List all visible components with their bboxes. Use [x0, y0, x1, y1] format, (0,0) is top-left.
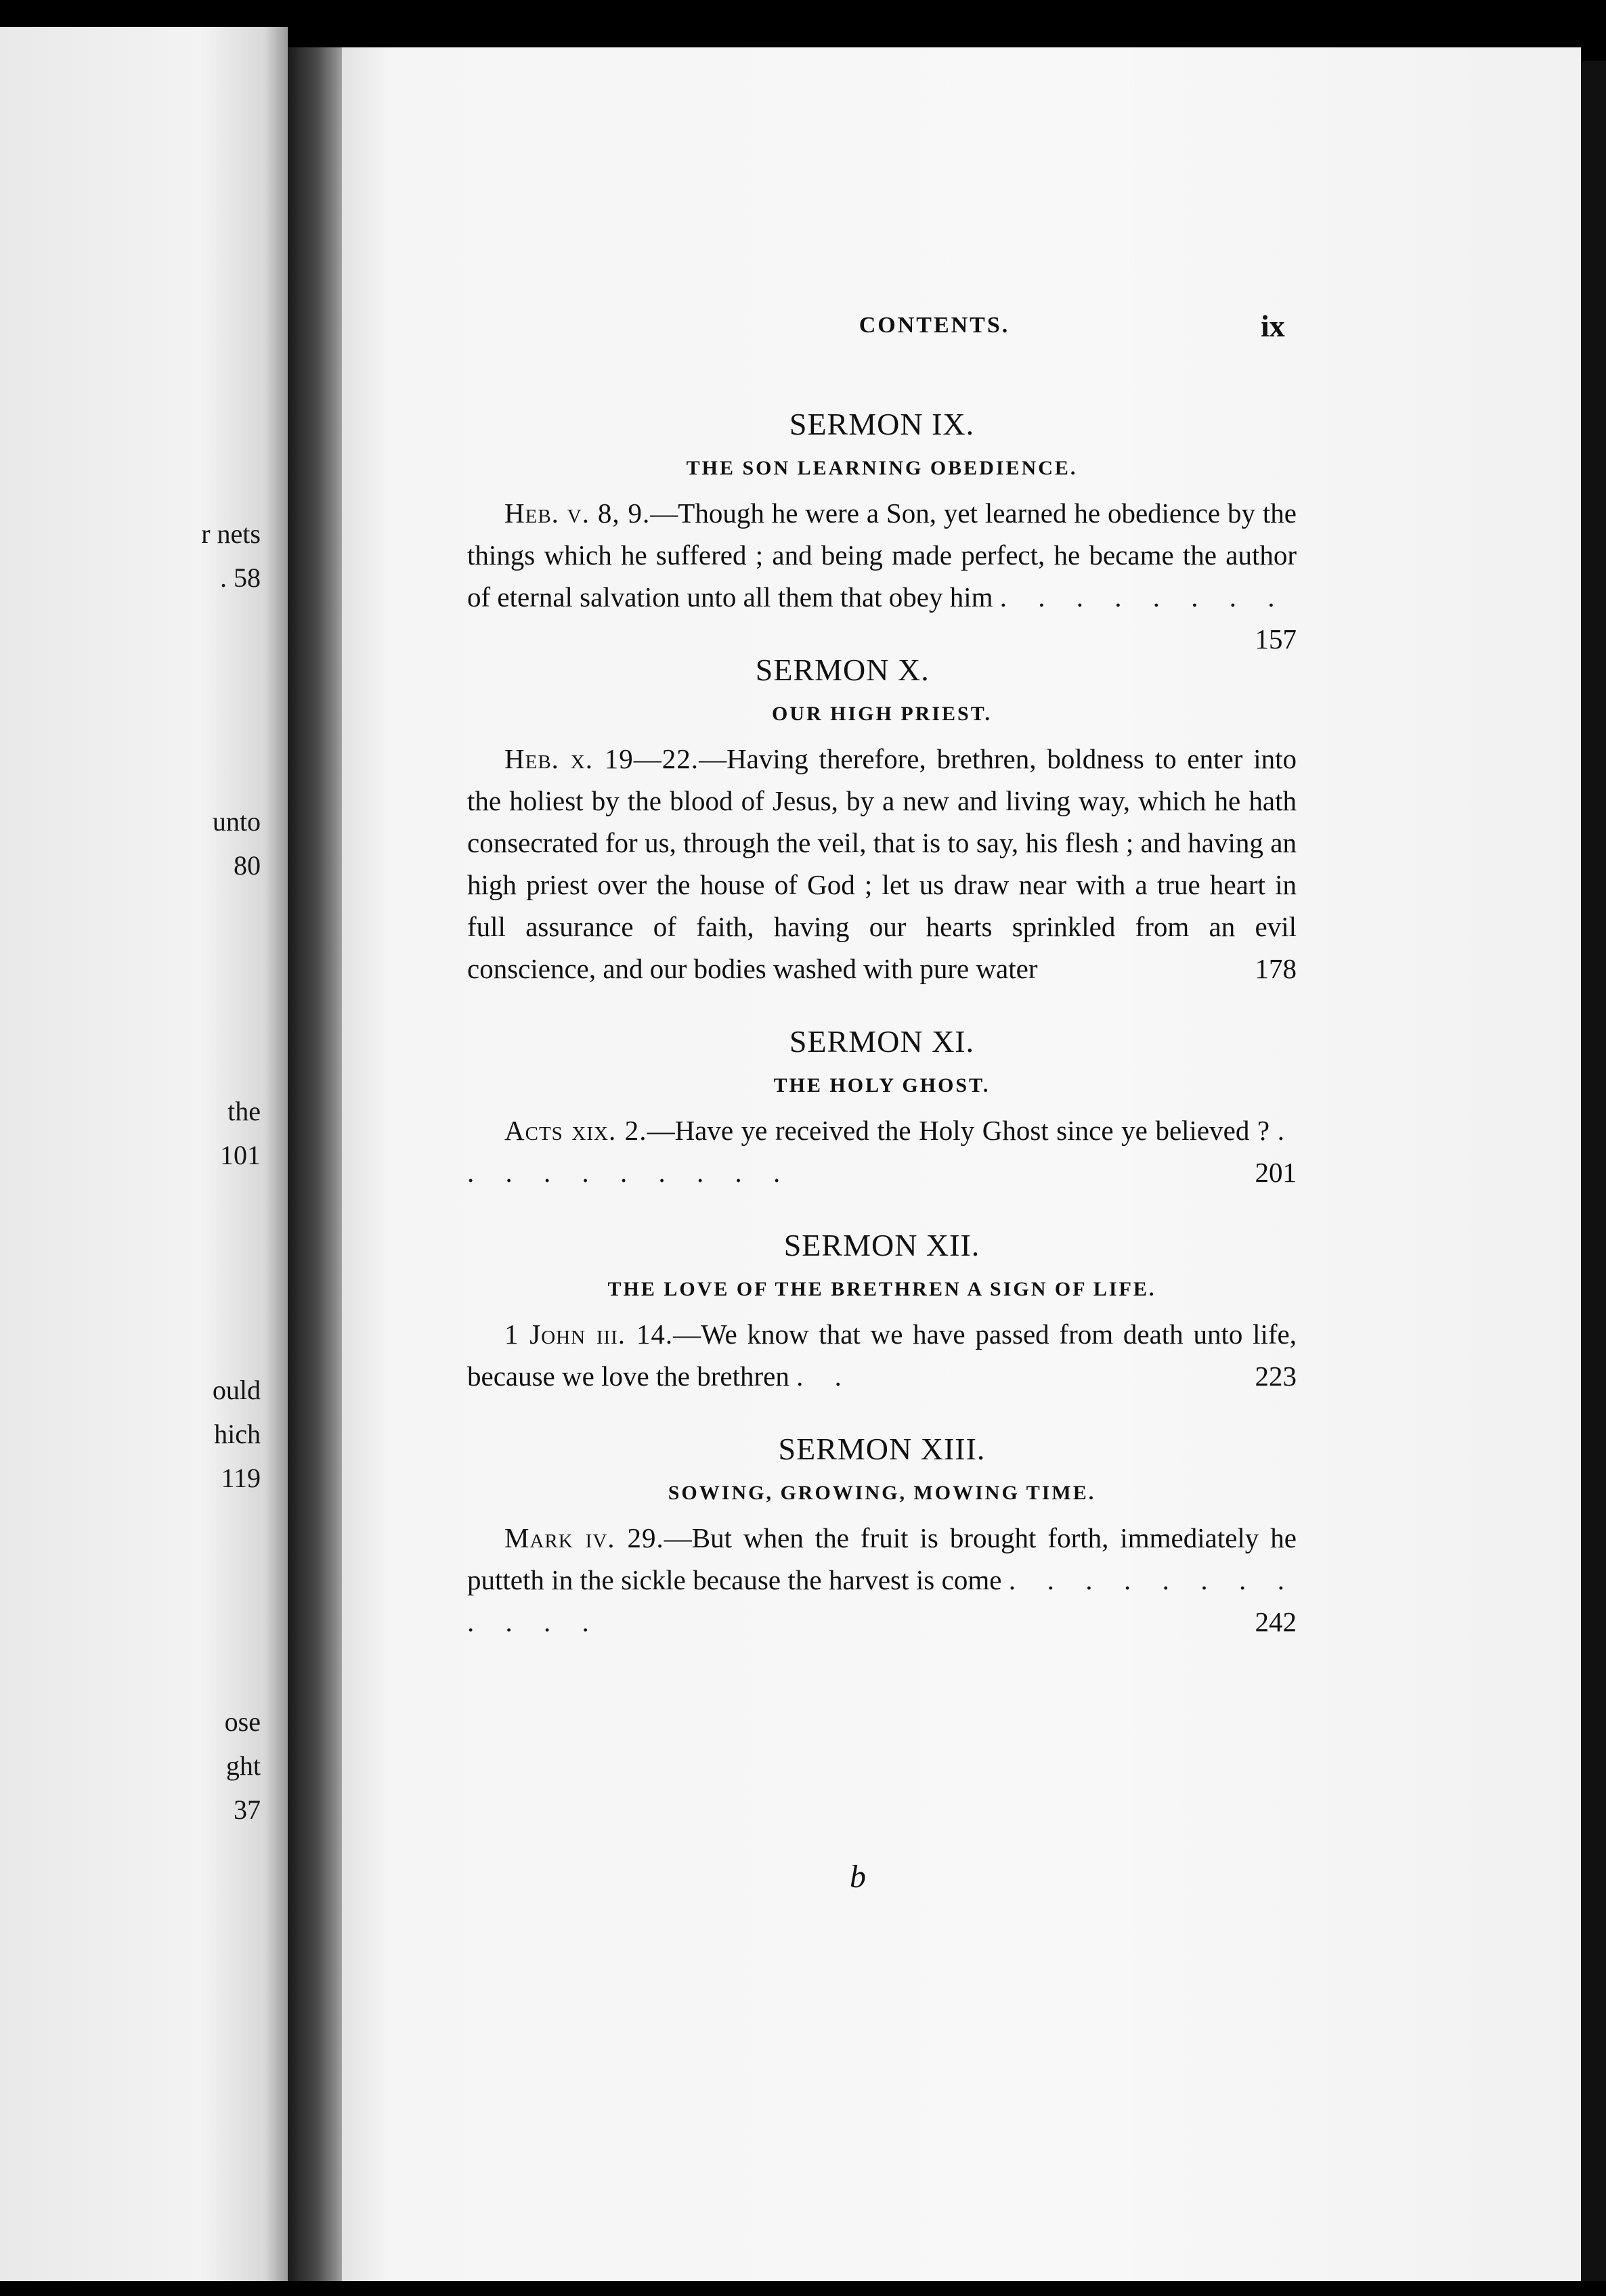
- dot-leaders: . .: [796, 1361, 854, 1392]
- page-reference: 178: [1255, 953, 1297, 984]
- left-page-fragment: unto: [212, 806, 261, 837]
- scripture-quote: —We know that we have passed from death unto life, because we love the brethren: [467, 1319, 1297, 1392]
- left-page-fragment: 37: [234, 1794, 261, 1825]
- sermon-title: SERMON X.: [755, 653, 930, 687]
- sermon-entry: [467, 1023, 1297, 1193]
- scripture-quote: —Have ye received the Holy Ghost since ye believed ?: [647, 1115, 1270, 1146]
- page-reference: 157: [1255, 623, 1297, 655]
- dot-leaders: . . . . . . . .: [999, 581, 1287, 613]
- running-head: CONTENTS.: [859, 313, 1010, 338]
- sermon-text: [467, 738, 1297, 990]
- previous-page: [0, 27, 288, 2281]
- page-reference: 242: [1255, 1606, 1297, 1637]
- sermon-entry: [467, 406, 1297, 655]
- page-reference: 201: [1255, 1157, 1297, 1188]
- page-edge-shadow: [1581, 61, 1606, 2281]
- contents-list: [467, 406, 1297, 1677]
- sermon-entry: [467, 1227, 1297, 1397]
- sermon-title: SERMON XIII.: [778, 1432, 986, 1466]
- scripture-reference: Heb. x. 19—22.: [504, 743, 699, 774]
- sermon-title: SERMON XII.: [783, 1228, 980, 1262]
- sermon-subtitle: OUR HIGH PRIEST.: [772, 703, 992, 725]
- sermon-entry: [467, 652, 1297, 990]
- scripture-reference: Acts xix. 2.: [504, 1115, 647, 1146]
- left-page-fragment: . 58: [220, 562, 261, 593]
- sermon-subtitle: SOWING, GROWING, MOWING TIME.: [668, 1482, 1096, 1504]
- dot-leaders: . . . . . . . . . .: [467, 1115, 1297, 1188]
- sermon-text: [467, 1517, 1297, 1643]
- dot-leaders: . . . . . . . . . . . .: [467, 1564, 1297, 1637]
- left-page-fragment: 80: [234, 850, 261, 881]
- left-page-fragment: ose: [224, 1706, 261, 1737]
- page-number: ix: [1261, 309, 1285, 343]
- sermon-subtitle: THE SON LEARNING OBEDIENCE.: [686, 457, 1078, 479]
- scripture-quote: —But when the fruit is brought forth, immediately he putteth in the sickle because the harvest is come: [467, 1522, 1297, 1595]
- left-page-fragment: 119: [221, 1463, 261, 1493]
- scripture-reference: Mark iv. 29.: [504, 1522, 664, 1553]
- sermon-subtitle: THE LOVE OF THE BRETHREN A SIGN OF LIFE.: [607, 1278, 1156, 1300]
- signature-mark: b: [850, 1859, 866, 1895]
- scripture-reference: Heb. v. 8, 9.: [504, 498, 651, 529]
- page-reference: 223: [1255, 1361, 1297, 1392]
- scripture-quote: —Having therefore, brethren, boldness to enter into the holiest by the blood of Jesus, by a new and living way, which he hath consecrated for us, through the veil, that is to say, his flesh ; and having an high priest over the house of God ; let us draw near with a true heart in full assurance of faith, having our hearts sprinkled from an evil conscience, and our bodies washed with pure water: [467, 743, 1297, 984]
- left-page-fragment: 101: [220, 1140, 261, 1170]
- sermon-title: SERMON XI.: [789, 1024, 975, 1059]
- sermon-entry: [467, 1431, 1297, 1643]
- sermon-title: SERMON IX.: [789, 407, 975, 441]
- sermon-text: [467, 1313, 1297, 1397]
- sermon-text: [467, 492, 1297, 655]
- left-page-fragment: hich: [214, 1419, 261, 1449]
- scripture-quote: —Though he were a Son, yet learned he obedience by the things which he suffered ; and being made perfect, he became the author of eternal salvation unto all them that obey him: [467, 498, 1297, 613]
- sermon-subtitle: THE HOLY GHOST.: [773, 1074, 991, 1097]
- left-page-fragment: ght: [225, 1750, 261, 1781]
- left-page-fragment: r nets: [201, 518, 261, 549]
- sermon-text: [467, 1109, 1297, 1193]
- left-page-fragment: the: [227, 1096, 261, 1126]
- left-page-fragment: ould: [212, 1375, 261, 1405]
- scripture-reference: 1 John iii. 14.: [504, 1319, 674, 1350]
